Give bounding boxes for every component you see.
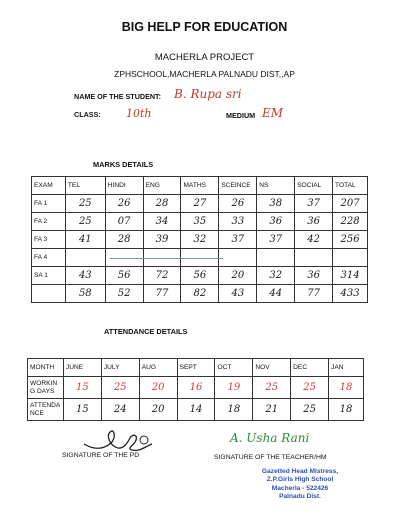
mark-cell (105, 249, 143, 267)
pd-signature (80, 420, 160, 456)
table-row (32, 231, 368, 249)
mark-cell: 34 (143, 213, 181, 231)
stamp-line-1: Gazetted Head Mistress, (261, 468, 339, 475)
stamp-line-3: Macherla - 522426 (271, 484, 329, 492)
mark-cell: 82 (181, 285, 219, 303)
row-label: FA 4 (32, 249, 66, 267)
project-name: MACHERLA PROJECT (154, 52, 255, 63)
mark-cell: 26 (105, 195, 143, 213)
mark-cell: 72 (143, 267, 181, 285)
marks-section-title: MARKS DETAILS (93, 160, 154, 169)
col-jan: JAN (329, 359, 364, 377)
attendance-cell: 15 (63, 399, 101, 421)
col-july: JULY (101, 359, 139, 377)
mark-cell: 56 (181, 267, 219, 285)
working-days-label: WORKIN G DAYS (28, 377, 64, 399)
col-total: TOTAL (333, 177, 368, 195)
student-name-label: NAME OF THE STUDENT: (74, 92, 162, 101)
col-june: JUNE (63, 359, 101, 377)
mark-cell: 39 (143, 231, 181, 249)
table-row (32, 213, 368, 231)
col-hindi: HINDI (105, 177, 143, 195)
medium-label: MEDIUM (226, 111, 256, 120)
row-label: FA 1 (32, 195, 66, 213)
attendance-cell: 18 (215, 399, 253, 421)
table-row (32, 195, 368, 213)
working-days-cell: 20 (139, 377, 177, 399)
total-cell: 256 (333, 231, 368, 249)
mark-cell: 38 (257, 195, 295, 213)
total-cell: 207 (333, 195, 368, 213)
col-science: SCEINCE (219, 177, 257, 195)
mark-cell: 44 (257, 285, 295, 303)
mark-cell: 36 (257, 213, 295, 231)
student-name-value: B. Rupa sri (174, 87, 242, 101)
marks-table (31, 176, 368, 303)
mark-cell: 35 (181, 213, 219, 231)
row-label (32, 285, 66, 303)
col-dec: DEC (291, 359, 329, 377)
table-row (32, 249, 368, 267)
working-days-cell: 25 (253, 377, 291, 399)
col-eng: ENG (143, 177, 181, 195)
row-label: FA 3 (32, 231, 66, 249)
medium-value: EM (262, 106, 284, 120)
attendance-cell: 25 (291, 399, 329, 421)
mark-cell: 28 (105, 231, 143, 249)
mark-cell: 77 (143, 285, 181, 303)
stamp-line-2: Z.P.Girls High School (266, 476, 334, 484)
mark-cell: 25 (65, 213, 105, 231)
row-label: FA 2 (32, 213, 66, 231)
col-aug: AUG (139, 359, 177, 377)
working-days-cell: 16 (177, 377, 215, 399)
col-month: MONTH (28, 359, 64, 377)
mark-cell: 36 (295, 213, 333, 231)
col-nov: NOV (253, 359, 291, 377)
col-oct: OCT (215, 359, 253, 377)
attendance-label: ATTENDA NCE (28, 399, 64, 421)
table-row (32, 285, 368, 303)
mark-cell: 25 (65, 195, 105, 213)
mark-cell: 27 (181, 195, 219, 213)
attendance-table (27, 358, 364, 421)
attendance-cell: 20 (139, 399, 177, 421)
teacher-signature: A. Usha Rani (230, 431, 310, 445)
table-row (28, 399, 364, 421)
mark-cell: 43 (219, 285, 257, 303)
attendance-cell: 21 (253, 399, 291, 421)
mark-cell (65, 249, 105, 267)
mark-cell: 42 (295, 231, 333, 249)
col-maths: MATHS (181, 177, 219, 195)
mark-cell: 41 (65, 231, 105, 249)
table-row (28, 377, 364, 399)
attendance-header-row (28, 359, 364, 377)
row-label: SA 1 (32, 267, 66, 285)
mark-cell: 32 (181, 231, 219, 249)
mark-cell (257, 249, 295, 267)
mark-cell: 36 (295, 267, 333, 285)
total-cell: 228 (333, 213, 368, 231)
class-label: CLASS: (74, 110, 101, 119)
pd-signature-label: SIGNATURE OF THE PD (62, 452, 140, 459)
mark-cell: 20 (219, 267, 257, 285)
strike-line (110, 258, 223, 259)
marks-header-row (32, 177, 368, 195)
mark-cell: 77 (295, 285, 333, 303)
mark-cell: 37 (295, 195, 333, 213)
col-social: SOCIAL (295, 177, 333, 195)
mark-cell: 58 (65, 285, 105, 303)
working-days-cell: 25 (291, 377, 329, 399)
total-cell (333, 249, 368, 267)
mark-cell: 37 (219, 231, 257, 249)
mark-cell (219, 249, 257, 267)
col-exam: EXAM (32, 177, 66, 195)
mark-cell: 52 (105, 285, 143, 303)
working-days-cell: 18 (329, 377, 364, 399)
mark-cell: 26 (219, 195, 257, 213)
mark-cell: 07 (105, 213, 143, 231)
teacher-signature-label: SIGNATURE OF THE TEACHER/HM (214, 454, 327, 461)
col-tel: TEL (65, 177, 105, 195)
class-value: 10th (126, 107, 152, 120)
mark-cell (295, 249, 333, 267)
col-sept: SEPT (177, 359, 215, 377)
page-title: BIG HELP FOR EDUCATION (121, 20, 288, 34)
mark-cell: 43 (65, 267, 105, 285)
mark-cell: 37 (257, 231, 295, 249)
attendance-cell: 14 (177, 399, 215, 421)
mark-cell: 32 (257, 267, 295, 285)
mark-cell: 56 (105, 267, 143, 285)
stamp-line-4: Palnadu Dist. (279, 493, 321, 501)
mark-cell: 33 (219, 213, 257, 231)
attendance-cell: 24 (101, 399, 139, 421)
mark-cell: 28 (143, 195, 181, 213)
total-cell: 433 (333, 285, 368, 303)
total-cell: 314 (333, 267, 368, 285)
working-days-cell: 15 (63, 377, 101, 399)
attendance-section-title: ATTENDANCE DETAILS (104, 327, 188, 336)
school-name: ZPHSCHOOL,MACHERLA PALNADU DIST,,AP (114, 69, 295, 79)
working-days-cell: 19 (215, 377, 253, 399)
school-stamp (230, 468, 370, 502)
attendance-cell: 18 (329, 399, 364, 421)
table-row (32, 267, 368, 285)
working-days-cell: 25 (101, 377, 139, 399)
col-ns: NS (257, 177, 295, 195)
